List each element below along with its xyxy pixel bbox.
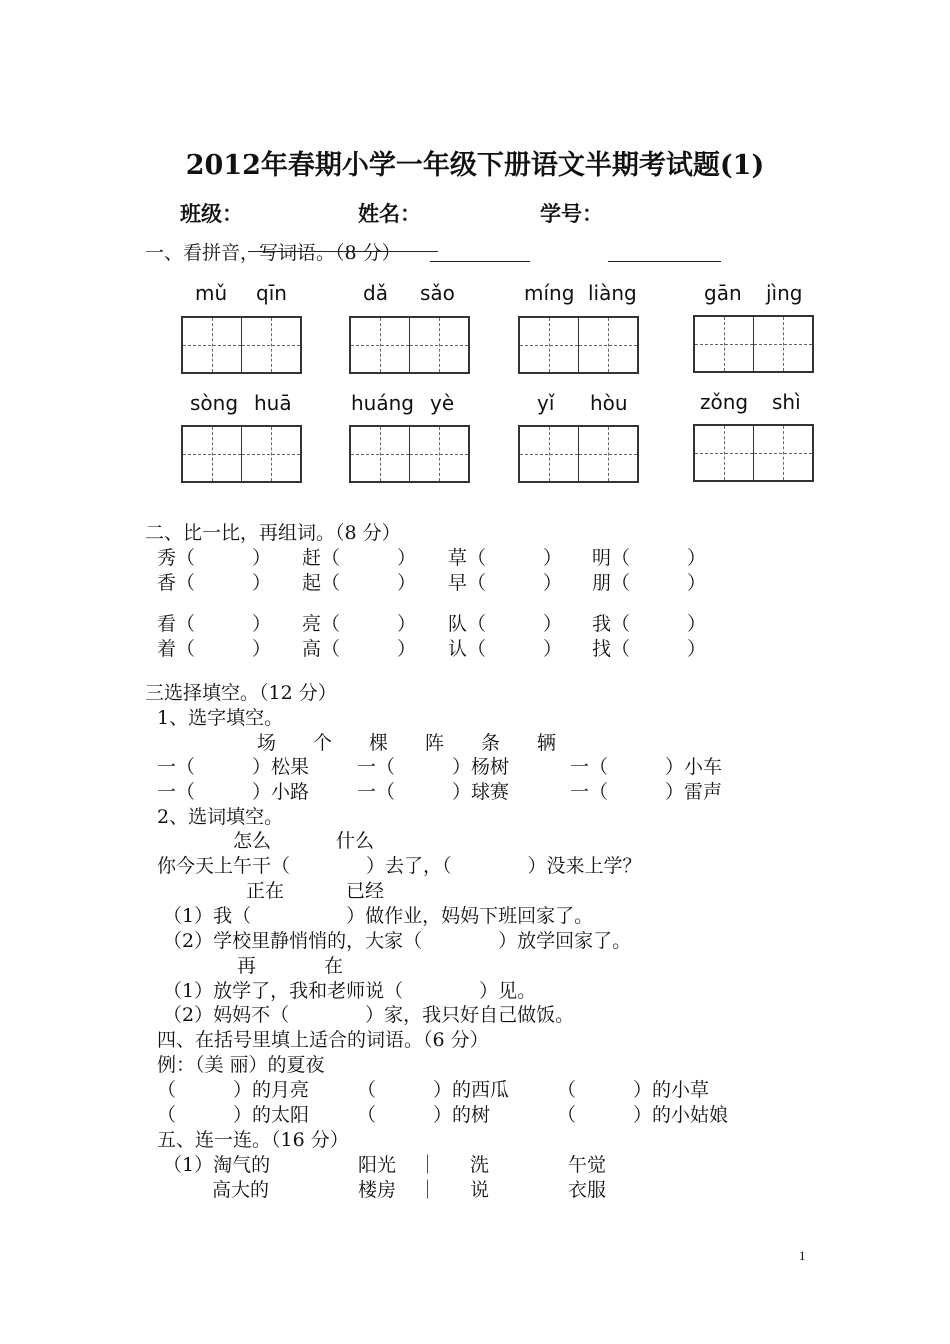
match-item: 楼房: [358, 1179, 397, 1201]
pinyin: zǒng: [700, 390, 749, 414]
fill-item: 一（ ）松果: [157, 756, 310, 778]
writing-grid[interactable]: [181, 425, 302, 483]
pinyin: qīn: [256, 281, 287, 305]
subquestion-label: 2、选词填空。: [157, 806, 284, 828]
answer-line: [608, 261, 721, 262]
word-option: 场: [257, 732, 277, 754]
example-line: 例：（美 丽）的夏夜: [157, 1054, 325, 1076]
answer-line: [430, 261, 530, 262]
compare-item: 看（ ）: [157, 613, 272, 635]
writing-grid[interactable]: [693, 315, 814, 373]
word-option: 棵: [369, 732, 389, 754]
match-item: 衣服: [568, 1179, 607, 1201]
writing-grid[interactable]: [349, 425, 470, 483]
divider-bar: ｜: [418, 1154, 438, 1176]
compare-item: 明（ ）: [592, 547, 707, 569]
word-option: 个: [313, 732, 333, 754]
page-number: 1: [799, 1248, 806, 1263]
pinyin: huā: [254, 391, 292, 415]
class-label: 班级：: [180, 201, 243, 226]
section4-heading: 四、在括号里填上适合的词语。（6 分）: [157, 1029, 489, 1051]
pinyin: gān: [704, 281, 742, 305]
pinyin: huáng: [351, 391, 414, 415]
writing-grid[interactable]: [693, 424, 814, 482]
fill-item: （ ）的小姑娘: [557, 1104, 729, 1126]
pinyin: jìng: [766, 281, 803, 305]
word-option: 再: [237, 955, 257, 977]
compare-item: 朋（ ）: [592, 572, 707, 594]
writing-grid[interactable]: [349, 316, 470, 374]
match-item: 阳光: [358, 1154, 397, 1176]
pinyin: sòng: [190, 391, 239, 415]
fill-item: 一（ ）小路: [157, 781, 310, 803]
section2-heading: 二、比一比，再组词。（8 分）: [145, 522, 401, 544]
fill-item: （ ）的太阳: [157, 1104, 310, 1126]
fill-item: 一（ ）雷声: [570, 781, 723, 803]
compare-item: 草（ ）: [448, 547, 563, 569]
fill-item: （ ）的月亮: [157, 1079, 310, 1101]
fill-sentence: （1）我（ ）做作业，妈妈下班回家了。: [163, 905, 594, 927]
section1-heading: 一、看拼音，写词语。（8 分）: [145, 242, 401, 264]
pinyin: sǎo: [420, 281, 455, 305]
compare-item: 着（ ）: [157, 638, 272, 660]
word-option: 条: [481, 732, 501, 754]
pinyin: shì: [772, 390, 801, 414]
fill-item: （ ）的西瓜: [357, 1079, 510, 1101]
pinyin: mǔ: [195, 281, 228, 305]
compare-item: 我（ ）: [592, 613, 707, 635]
fill-item: 一（ ）杨树: [357, 756, 510, 778]
fill-sentence: （1）放学了，我和老师说（ ）见。: [163, 980, 537, 1002]
fill-sentence: （2）妈妈不（ ）家，我只好自己做饭。: [163, 1004, 575, 1026]
compare-item: 赶（ ）: [302, 547, 417, 569]
compare-item: 认（ ）: [448, 638, 563, 660]
word-option: 在: [324, 955, 344, 977]
compare-item: 早（ ）: [448, 572, 563, 594]
number-label: 学号：: [540, 201, 603, 226]
fill-sentence: （2）学校里静悄悄的，大家（ ）放学回家了。: [163, 930, 632, 952]
match-item: 高大的: [212, 1179, 270, 1201]
word-option: 正在: [246, 880, 285, 902]
compare-item: 秀（ ）: [157, 547, 272, 569]
fill-item: 一（ ）小车: [570, 756, 723, 778]
match-item: 洗: [470, 1154, 490, 1176]
word-option: 阵: [425, 732, 445, 754]
compare-item: 起（ ）: [302, 572, 417, 594]
name-label: 姓名：: [358, 201, 421, 226]
compare-item: 亮（ ）: [302, 613, 417, 635]
match-item: 午觉: [568, 1154, 607, 1176]
compare-item: 高（ ）: [302, 638, 417, 660]
fill-sentence: 你今天上午干（ ）去了，（ ）没来上学？: [157, 855, 642, 877]
writing-grid[interactable]: [518, 425, 639, 483]
pinyin: yè: [430, 391, 455, 415]
strike-line: [248, 251, 438, 252]
word-option: 什么: [336, 830, 375, 852]
compare-item: 香（ ）: [157, 572, 272, 594]
fill-item: （ ）的树: [357, 1104, 491, 1126]
pinyin: yǐ: [537, 391, 555, 415]
word-option: 怎么: [233, 830, 272, 852]
pinyin: hòu: [590, 391, 628, 415]
pinyin: liàng: [588, 281, 637, 305]
fill-item: （ ）的小草: [557, 1079, 710, 1101]
writing-grid[interactable]: [518, 316, 639, 374]
fill-item: 一（ ）球赛: [357, 781, 510, 803]
word-option: 辆: [537, 732, 557, 754]
section5-heading: 五、连一连。（16 分）: [157, 1129, 349, 1151]
word-option: 已经: [346, 880, 385, 902]
match-item: （1）淘气的: [163, 1154, 271, 1176]
divider-bar: ｜: [418, 1179, 438, 1201]
pinyin: míng: [524, 281, 575, 305]
section3-heading: 三选择填空。（12 分）: [145, 682, 337, 704]
subquestion-label: 1、选字填空。: [157, 707, 284, 729]
writing-grid[interactable]: [181, 316, 302, 374]
match-item: 说: [470, 1179, 490, 1201]
compare-item: 找（ ）: [592, 638, 707, 660]
compare-item: 队（ ）: [448, 613, 563, 635]
pinyin: dǎ: [363, 281, 388, 305]
page-title: 2012年春期小学一年级下册语文半期考试题(1): [185, 150, 765, 181]
